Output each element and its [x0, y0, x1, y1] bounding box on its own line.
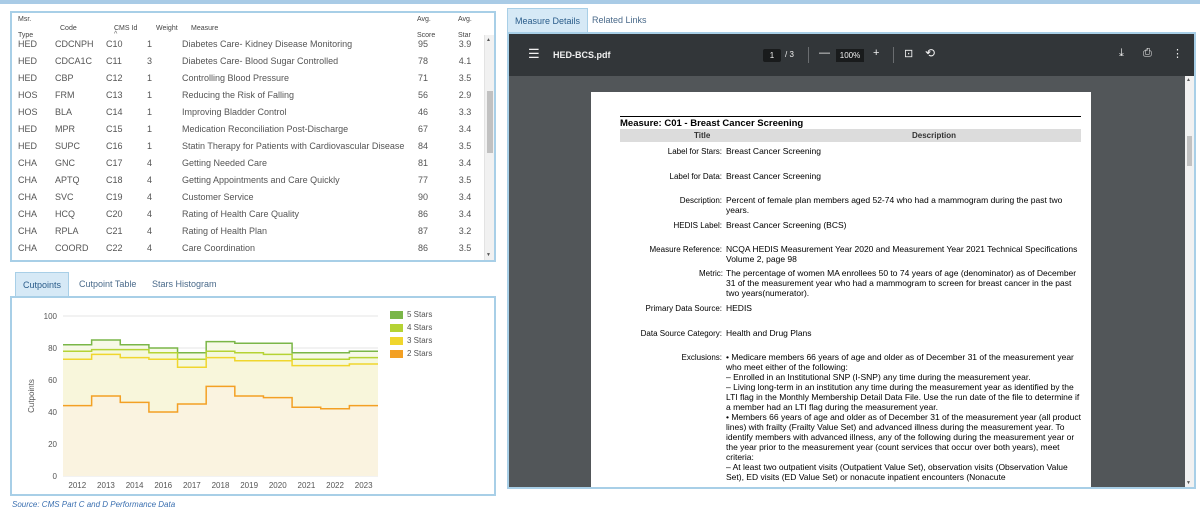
tab-cutpoints[interactable]: Cutpoints: [15, 272, 69, 296]
y-tick-label: 60: [48, 376, 57, 385]
cell-cms-id: C13: [106, 90, 123, 100]
table-row[interactable]: [12, 137, 494, 154]
field-label: Data Source Category:: [640, 329, 722, 338]
cell-cms-id: C19: [106, 192, 123, 202]
cell-avg-star: 3.5: [458, 73, 472, 83]
cell-weight: 3: [147, 56, 153, 66]
legend-item-2-stars[interactable]: [390, 349, 432, 362]
field-value: Breast Cancer Screening: [726, 171, 821, 181]
tab-measure-details[interactable]: Measure Details: [507, 8, 588, 32]
legend-swatch-3-stars: [390, 337, 403, 345]
header-avg-score-line2: Score: [417, 32, 436, 39]
cell-msr-type: HED: [18, 141, 38, 151]
field-label: Measure Reference:: [649, 245, 722, 254]
cell-measure: Controlling Blood Pressure: [182, 73, 290, 83]
cell-avg-score: 86: [417, 243, 428, 253]
legend-label-3-stars: 3 Stars: [407, 336, 433, 345]
table-row[interactable]: [12, 52, 494, 69]
cell-avg-score: 67: [417, 124, 428, 134]
legend-label-5-stars: 5 Stars: [407, 310, 433, 319]
header-measure[interactable]: Measure: [191, 25, 219, 32]
field-label: Primary Data Source:: [645, 304, 722, 313]
pdf-scrollbar-thumb[interactable]: [1187, 136, 1192, 166]
cell-msr-type: HOS: [18, 107, 38, 117]
cell-cms-id: C15: [106, 124, 123, 134]
cell-weight: 1: [147, 141, 153, 151]
cell-avg-score: 95: [417, 39, 428, 49]
cell-avg-star: 3.4: [458, 124, 472, 134]
cell-weight: 4: [147, 243, 153, 253]
x-tick-label: 2016: [154, 481, 173, 490]
cell-code: RPLA: [55, 226, 79, 236]
cell-weight: 1: [147, 39, 153, 49]
y-tick-label: 100: [43, 312, 57, 321]
table-row[interactable]: [12, 171, 494, 188]
cell-avg-star: 3.4: [458, 158, 472, 168]
y-tick-label: 0: [52, 472, 57, 481]
cell-avg-score: 78: [417, 56, 428, 66]
header-avg-star-line2: Star: [458, 32, 471, 39]
table-row[interactable]: [12, 205, 494, 222]
table-row[interactable]: [12, 69, 494, 86]
field-label: HEDIS Label:: [673, 221, 722, 230]
legend-swatch-2-stars: [390, 350, 403, 358]
cell-cms-id: C20: [106, 209, 123, 219]
cell-msr-type: CHA: [18, 226, 38, 236]
cell-code: MPR: [55, 124, 75, 134]
x-tick-label: 2020: [268, 481, 287, 490]
table-row[interactable]: [12, 103, 494, 120]
cell-cms-id: C14: [106, 107, 123, 117]
cell-avg-score: 46: [417, 107, 428, 117]
print-icon[interactable]: ⎙: [1143, 47, 1152, 59]
header-avg-star-line1: Avg.: [458, 16, 472, 23]
cell-measure: Improving Bladder Control: [182, 107, 287, 117]
cell-weight: 1: [147, 124, 153, 134]
tab-cutpoint-table[interactable]: Cutpoint Table: [79, 279, 137, 289]
x-tick-label: 2023: [354, 481, 373, 490]
x-tick-label: 2018: [211, 481, 230, 490]
table-scrollbar[interactable]: [484, 35, 494, 260]
field-value: Breast Cancer Screening: [726, 146, 821, 156]
cell-avg-star: 2.9: [458, 90, 472, 100]
cell-msr-type: CHA: [18, 158, 38, 168]
cell-code: COORD: [55, 243, 89, 253]
field-label: Label for Stars:: [667, 147, 722, 156]
cell-code: FRM: [55, 90, 75, 100]
zoom-level-input[interactable]: 100%: [836, 49, 864, 62]
cell-weight: 4: [147, 192, 153, 202]
cell-msr-type: CHA: [18, 192, 38, 202]
field-value: Breast Cancer Screening (BCS): [726, 220, 847, 230]
x-tick-label: 2013: [97, 481, 115, 490]
cell-msr-type: CHA: [18, 209, 38, 219]
cell-code: SUPC: [55, 141, 81, 151]
cell-cms-id: C21: [106, 226, 123, 236]
field-value: Percent of female plan members aged 52-74 who had a mammogram during the past two years.: [726, 195, 1063, 215]
pdf-filename: HED-BCS.pdf: [553, 50, 611, 60]
cell-weight: 4: [147, 158, 153, 168]
cell-avg-score: 71: [417, 73, 428, 83]
cell-code: CDCA1C: [55, 56, 93, 66]
y-tick-label: 40: [48, 408, 57, 417]
field-label: Exclusions:: [681, 353, 722, 362]
cell-measure: Customer Service: [182, 192, 254, 202]
sort-ascending-icon: ^: [114, 31, 118, 38]
pdf-toolbar: [509, 34, 1194, 76]
source-note: Source: CMS Part C and D Performance Data: [12, 500, 176, 509]
cell-code: GNC: [55, 158, 75, 168]
field-label: Description:: [679, 196, 722, 205]
cell-cms-id: C10: [106, 39, 123, 49]
table-header: [12, 13, 494, 39]
cell-avg-score: 56: [417, 90, 428, 100]
top-accent-bar: [0, 0, 1200, 4]
cell-weight: 1: [147, 90, 153, 100]
cell-msr-type: HED: [18, 124, 38, 134]
triangle-down-icon[interactable]: ▼: [1186, 480, 1191, 486]
cell-code: CDCNPH: [55, 39, 94, 49]
field-value: Health and Drug Plans: [726, 328, 812, 338]
legend-item-4-stars[interactable]: [390, 323, 432, 336]
toolbar-divider: [808, 47, 809, 63]
cell-weight: 4: [147, 226, 153, 236]
page-total: / 3: [785, 50, 794, 59]
cell-avg-star: 3.9: [458, 39, 472, 49]
cell-code: BLA: [55, 107, 73, 117]
cell-measure: Rating of Health Plan: [182, 226, 268, 236]
cutpoints-chart: [10, 296, 496, 496]
cell-cms-id: C16: [106, 141, 123, 151]
header-avg-score-line1: Avg.: [417, 16, 431, 23]
cell-measure: Getting Appointments and Care Quickly: [182, 175, 340, 185]
field-value: NCQA HEDIS Measurement Year 2020 and Measurement Year 2021 Technical Specifications Volume 2, page 98: [726, 244, 1078, 264]
cell-cms-id: C17: [106, 158, 123, 168]
table-row[interactable]: [12, 35, 494, 52]
header-msr-type-line1: Msr.: [18, 16, 32, 23]
triangle-up-icon[interactable]: ▲: [1186, 77, 1191, 83]
document-title: Measure: C01 - Breast Cancer Screening: [620, 118, 804, 129]
tab-related-links[interactable]: Related Links: [592, 15, 647, 25]
cell-measure: Diabetes Care- Blood Sugar Controlled: [182, 56, 339, 66]
x-tick-label: 2014: [125, 481, 144, 490]
toolbar-divider: [893, 47, 894, 63]
field-label: Label for Data:: [669, 172, 722, 181]
legend-item-3-stars[interactable]: [390, 336, 432, 349]
cell-cms-id: C18: [106, 175, 123, 185]
cell-avg-star: 3.5: [458, 243, 472, 253]
cell-msr-type: HED: [18, 39, 38, 49]
table-body: [12, 35, 494, 256]
header-cms-id-label: CMS Id: [114, 25, 138, 32]
column-description: Description: [912, 131, 957, 140]
cell-avg-score: 77: [417, 175, 428, 185]
triangle-down-icon[interactable]: ▼: [486, 252, 491, 258]
cell-measure: Rating of Health Care Quality: [182, 209, 300, 219]
cell-avg-star: 3.5: [458, 175, 472, 185]
cell-avg-star: 3.3: [458, 107, 472, 117]
pdf-page: [591, 92, 1091, 489]
cell-avg-score: 87: [417, 226, 428, 236]
cell-msr-type: HED: [18, 73, 38, 83]
fit-page-icon[interactable]: ⊡: [904, 48, 914, 60]
cell-code: SVC: [55, 192, 74, 202]
cell-measure: Care Coordination: [182, 243, 256, 253]
cell-measure: Medication Reconciliation Post-Discharge: [182, 124, 349, 134]
x-tick-label: 2017: [182, 481, 201, 490]
cell-avg-score: 84: [417, 141, 428, 151]
measure-table: [10, 11, 496, 262]
y-axis-label: Cutpoints: [27, 379, 36, 413]
cell-avg-score: 90: [417, 192, 428, 202]
zoom-in-button[interactable]: +: [873, 47, 880, 59]
cell-weight: 4: [147, 175, 153, 185]
y-tick-label: 80: [48, 344, 57, 353]
legend-label-4-stars: 4 Stars: [407, 323, 433, 332]
cell-weight: 4: [147, 209, 153, 219]
field-value: The percentage of women MA enrollees 50 to 74 years of age (denominator) as of December 31 of the measurement year who had a mammogram to screen for breast cancer in the past two years(numerator).: [726, 268, 1077, 298]
table-row[interactable]: [12, 86, 494, 103]
header-msr-type-line2: Type: [18, 32, 34, 39]
cell-cms-id: C12: [106, 73, 123, 83]
cell-weight: 1: [147, 73, 153, 83]
column-title: Title: [694, 131, 711, 140]
cell-weight: 1: [147, 107, 153, 117]
more-vert-icon[interactable]: ⋮: [1172, 48, 1183, 60]
cell-avg-star: 3.4: [458, 209, 472, 219]
zoom-out-button[interactable]: —: [819, 47, 830, 59]
cell-measure: Statin Therapy for Patients with Cardiovascular Disease: [182, 141, 405, 151]
table-scrollbar-thumb[interactable]: [487, 91, 493, 153]
cell-msr-type: HOS: [18, 90, 38, 100]
header-weight[interactable]: Weight: [156, 25, 178, 32]
table-row[interactable]: [12, 154, 494, 171]
x-tick-label: 2022: [326, 481, 344, 490]
cell-avg-score: 86: [417, 209, 428, 219]
x-tick-label: 2019: [240, 481, 259, 490]
legend-swatch-4-stars: [390, 324, 403, 332]
table-row[interactable]: [12, 188, 494, 205]
download-icon[interactable]: ⤓: [1119, 47, 1124, 59]
cell-measure: Getting Needed Care: [182, 158, 268, 168]
cell-msr-type: HED: [18, 56, 38, 66]
cell-avg-star: 3.5: [458, 141, 472, 151]
cell-avg-star: 3.4: [458, 192, 472, 202]
cell-cms-id: C11: [106, 56, 122, 66]
chart-legend: [390, 310, 432, 362]
cell-code: APTQ: [55, 175, 80, 185]
cell-avg-star: 4.1: [458, 56, 472, 66]
field-value: • Medicare members 66 years of age and older as of December 31 of the measurement year who meet either of the following: – Enrolled in an Institutional SNP (I-SNP) any time during the measurement year. – Living long-term in an institution any time during the measurement year as identified by the LTI flag in the Monthly Membership Detail Data File. Use the run date of the file to determine if a member had an LTI flag during the measurement year. • Members 66 years of age and older as of December 31 of the measurement year (all product lines) with frailty (Frailty Value Set) and advanced illness during the measurement year. To identify members with advanced illness, any of the following during the measurement year or the year prior to the measurement year (count services that occur over both years), meet criteria: – At least two outpatient visits (Outpatient Value Set), observation visits (Observation Value Set), ED visits (ED Value Set) or nonacute inpatient encounters (Nonacute: [726, 352, 1081, 482]
x-tick-label: 2012: [68, 481, 87, 490]
pdf-scrollbar[interactable]: [1185, 76, 1194, 487]
table-row[interactable]: [12, 222, 494, 239]
x-tick-label: 2021: [297, 481, 316, 490]
cell-msr-type: CHA: [18, 175, 38, 185]
field-label: Metric:: [699, 269, 723, 278]
y-tick-label: 20: [48, 440, 57, 449]
table-row[interactable]: [12, 120, 494, 137]
tab-stars-histogram[interactable]: Stars Histogram: [152, 279, 217, 289]
header-code[interactable]: Code: [60, 25, 77, 32]
legend-swatch-5-stars: [390, 311, 403, 319]
page-number-input[interactable]: 1: [763, 49, 781, 62]
cell-cms-id: C22: [106, 243, 123, 253]
cell-avg-score: 81: [417, 158, 428, 168]
triangle-up-icon[interactable]: ▲: [486, 37, 491, 43]
field-value: HEDIS: [726, 303, 752, 313]
cell-measure: Reducing the Risk of Falling: [182, 90, 295, 100]
legend-label-2-stars: 2 Stars: [407, 349, 433, 358]
cell-measure: Diabetes Care- Kidney Disease Monitoring: [182, 39, 353, 49]
rotate-icon[interactable]: ⟲: [925, 46, 936, 60]
document-column-header: [620, 129, 1081, 142]
table-row[interactable]: [12, 239, 494, 256]
pdf-viewer: [507, 32, 1196, 489]
cell-msr-type: CHA: [18, 243, 38, 253]
hamburger-menu-icon[interactable]: ☰: [528, 46, 540, 61]
legend-item-5-stars[interactable]: [390, 310, 432, 323]
title-rule: [620, 116, 1081, 117]
cell-code: CBP: [55, 73, 74, 83]
cell-avg-star: 3.2: [458, 226, 472, 236]
cell-code: HCQ: [55, 209, 75, 219]
